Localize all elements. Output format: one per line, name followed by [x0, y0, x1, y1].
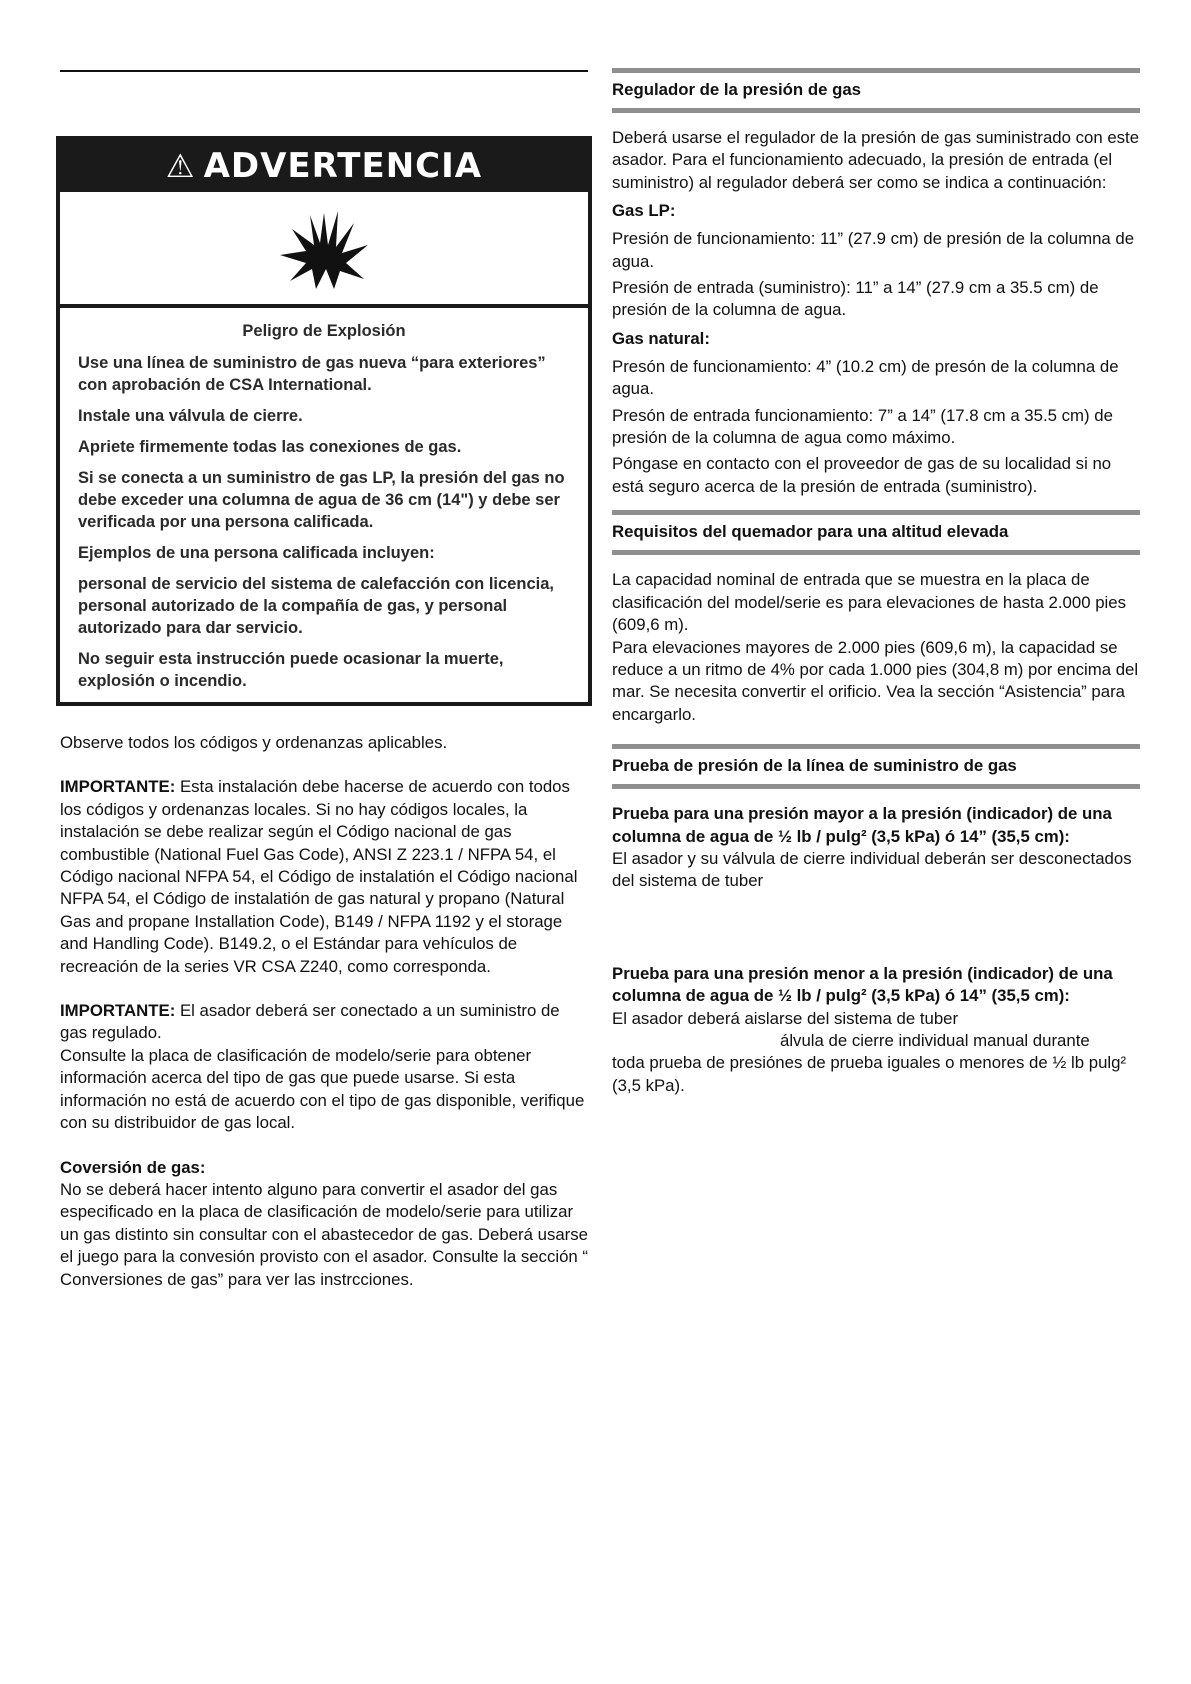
natural-operating-pressure: Presón de funcionamiento: 4” (10.2 cm) de presón de la columna de agua.	[612, 356, 1119, 399]
important-2-text: El asador deberá ser conectado a un suministro de gas regulado.	[60, 1001, 560, 1043]
warning-item: No seguir esta instrucción puede ocasionar la muerte, explosión o incendio.	[78, 650, 504, 690]
test-low-heading: Prueba para una presión menor a la presión (indicador) de una columna de agua de ½ lb / pulg² (3,5 kPa) ó 14” (35,5 cm):	[612, 963, 1113, 1006]
conversion-title	[60, 1157, 588, 1179]
warning-header-label: ADVERTENCIA	[203, 146, 483, 186]
left-text	[60, 732, 588, 1291]
consulte-text: Consulte la placa de clasificación de modelo/serie para obtener información acerca del tipo de gas que puede usarse. Si esta información no está de acuerdo con el tipo de gas disponible, verifique con su distribuidor de gas local.	[60, 1045, 585, 1133]
natural-inlet-pressure: Presón de entrada funcionamiento: 7” a 14” (17.8 cm a 35.5 cm) de presión de la columna de agua como máximo.	[612, 405, 1113, 448]
lp-gas-title: Gas LP:	[612, 201, 676, 221]
lp-operating-pressure: Presión de funcionamiento: 11” (27.9 cm) de presión de la columna de agua.	[612, 229, 1135, 271]
warning-item: Apriete firmemente todas las conexiones de gas.	[78, 438, 462, 456]
explosion-graphic	[276, 205, 372, 291]
conversion-text: No se deberá hacer intento alguno para convertir el asador del gas especificado en la placa de clasificación de modelo/serie para utilizar un gas distinto sin consultar con el abastecedor de gas. Deberá usarse el juego para la convesión provisto con el asador. Consulte la sección “ Conversiones de gas” para ver las instrcciones.	[60, 1179, 588, 1289]
test-high-text: El asador y su válvula de cierre individual deberán ser desconectados del sistema de tuber	[612, 848, 1132, 891]
natural-gas-title: Gas natural:	[612, 328, 710, 348]
warning-item: Instale una válvula de cierre.	[78, 407, 303, 425]
test-low-line2: álvula de cierre individual manual durante	[780, 1030, 1090, 1050]
important-2	[60, 1000, 588, 1045]
warning-item: Si se conecta a un suministro de gas LP, la presión del gas no debe exceder una columna de agua de 36 cm (14") y debe ser verificada por una persona calificada.	[78, 469, 565, 531]
warning-box	[56, 136, 592, 706]
warning-triangle-icon: ⚠	[165, 147, 196, 185]
important-1-label: IMPORTANTE:	[60, 777, 176, 797]
warning-body	[60, 308, 588, 702]
altitude-p1: La capacidad nominal de entrada que se muestra en la placa de clasificación del model/serie es para elevaciones de hasta 2.000 pies (609,6 m).	[612, 570, 1126, 635]
regulator-section	[612, 113, 1140, 498]
important-1-text: Esta instalación debe hacerse de acuerdo con todos los códigos y ordenanzas locales. Si no hay códigos locales, la instalación se debe realizar según el Código nacional de gas combustible (National Fuel Gas Code), ANSI Z 223.1 / NFPA 54, el Código nacional NFPA 54, el Código de instalatión el Código nacional NFPA 54, el Código de instalatión de gas natural y propano (Natural Gas and propane Installation Code), B149 / NFPA 1192 y el storage and Handling Code). B149.2, o el Estándar para vehículos de recreación de la series VR CSA Z240, como corresponda.	[60, 777, 578, 976]
explosion-icon	[60, 192, 588, 308]
warning-item: Use una línea de suministro de gas nueva “para exteriores” con aprobación de CSA International.	[78, 354, 546, 394]
altitude-title: Requisitos del quemador para una altitud elevada	[612, 522, 1009, 542]
regulator-title: Regulador de la presión de gas	[612, 80, 861, 99]
lp-inlet-pressure: Presión de entrada (suministro): 11” a 14” (27.9 cm a 35.5 cm) de presión de la columna de agua.	[612, 278, 1099, 320]
test-high-heading: Prueba para una presión mayor a la presión (indicador) de una columna de agua de ½ lb / pulg² (3,5 kPa) ó 14” (35,5 cm):	[612, 804, 1112, 846]
warning-item: personal de servicio del sistema de calefacción con licencia, personal autorizado de la compañía de gas, y personal autorizado para dar servicio.	[78, 575, 554, 637]
test-low-line3: toda prueba de presiónes de prueba iguales o menores de ½ lb pulg² (3,5 kPa).	[612, 1053, 1127, 1095]
conversion-title-label: Coversión de gas:	[60, 1157, 206, 1177]
pressure-test-section	[612, 789, 1140, 1097]
right-column	[612, 68, 1140, 1101]
warning-item: Ejemplos de una persona calificada incluyen:	[78, 544, 435, 562]
altitude-section	[612, 555, 1140, 726]
altitude-p2: Para elevaciones mayores de 2.000 pies (609,6 m), la capacidad se reduce a un ritmo de 4% por cada 1.000 pies (304,8 m) por encima del mar. Se necesita convertir el orificio. Vea la sección “Asistencia” para encargarlo.	[612, 637, 1139, 724]
important-2-label: IMPORTANTE:	[60, 1001, 176, 1021]
important-1	[60, 776, 588, 978]
test-low-line1: El asador deberá aislarse del sistema de tuber	[612, 1008, 959, 1028]
warning-header	[60, 140, 588, 192]
top-rule	[60, 70, 588, 72]
warning-title: Peligro de Explosión	[242, 322, 406, 340]
contact-supplier: Póngase en contacto con el proveedor de gas de su localidad si no está seguro acerca de la presión de entrada (suministro).	[612, 454, 1112, 496]
pressure-test-title: Prueba de presión de la línea de suministro de gas	[612, 756, 1017, 776]
observe-text: Observe todos los códigos y ordenanzas aplicables.	[60, 733, 448, 752]
regulator-intro: Deberá usarse el regulador de la presión de gas suministrado con este asador. Para el funcionamiento adecuado, la presión de entrada (el suministro) al regulador deberá ser como se indica a continuación:	[612, 128, 1140, 192]
left-column	[60, 60, 588, 1291]
